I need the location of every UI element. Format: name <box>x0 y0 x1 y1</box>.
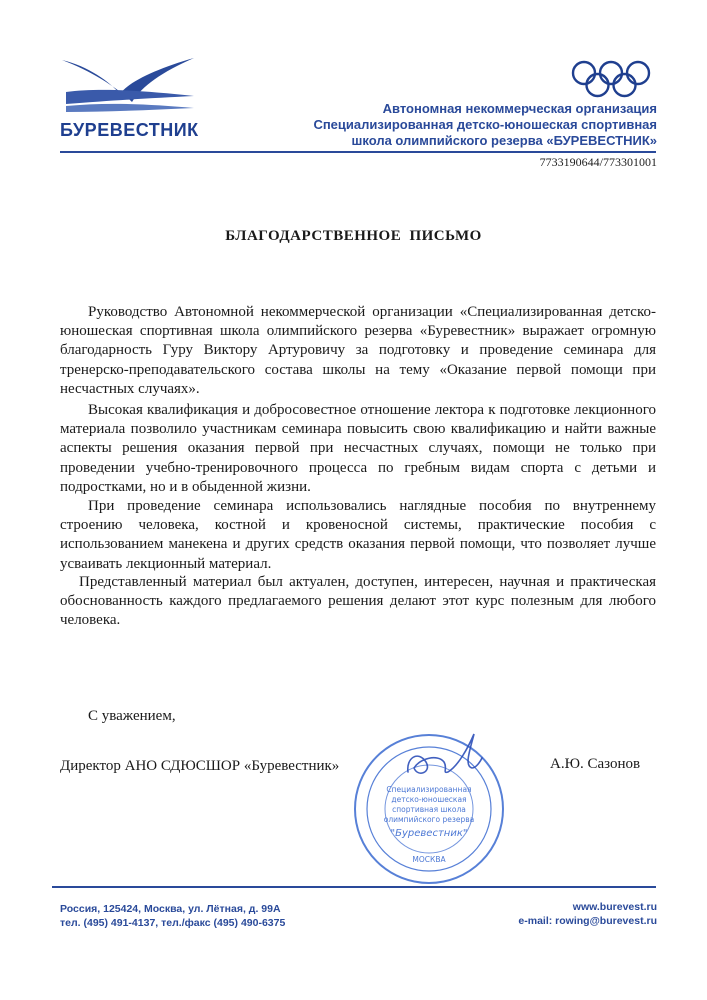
letter-paragraph-3: При проведение семинара использовались наглядные пособия по внутреннему строению человека, костной и кровеносной системы, практические пособия с использованием манекена и других средств оказания первой помощи, что позволяет лучше усваивать лекционный материал. <box>60 498 656 572</box>
footer-phones: тел. (495) 491-4137, тел./факс (495) 490-6375 <box>60 917 286 929</box>
header-divider <box>60 151 656 153</box>
footer-website-link[interactable]: www.burevest.ru <box>572 901 657 913</box>
footer-email-link[interactable]: e-mail: rowing@burevest.ru <box>518 915 657 927</box>
signatory-title: Директор АНО СДЮСШОР «Буревестник» <box>60 758 340 774</box>
handwritten-signature <box>408 734 482 773</box>
burevestnik-bird-logo <box>58 52 198 112</box>
letter-paragraph-2: Высокая квалификация и добросовестное отношение лектора к подготовке лекционного материала позволило участникам семинара повысить свою квалификацию и найти важные аспекты решения оказания первой при несчастных случаях, помощи не только при проведении учебно-тренировочного процесса по гребным видам спорта с детьми и подростками, но и в обыденной жизни. <box>60 402 656 495</box>
inn-kpp-number: 7733190644/773301001 <box>539 155 657 169</box>
stamp-text-2: детско-юношеская <box>391 795 467 804</box>
stamp-text-5: "Буревестник" <box>390 828 468 839</box>
footer-address: Россия, 125424, Москва, ул. Лётная, д. 99А <box>60 903 281 915</box>
closing-regards: С уважением, <box>88 708 176 724</box>
org-name-line-3: школа олимпийского резерва «БУРЕВЕСТНИК» <box>351 133 657 148</box>
letter-paragraph-4: Представленный материал был актуален, доступен, интересен, научная и практическая обоснованность каждого предлагаемого решения делают этот курс полезным для любого человека. <box>60 574 656 629</box>
stamp-text-3: спортивная школа <box>392 805 466 814</box>
footer-divider <box>52 886 656 888</box>
org-name-line-1: Автономная некоммерческая организация <box>382 101 657 116</box>
stamp-text-1: Специализированная <box>386 785 472 794</box>
letter-title: БЛАГОДАРСТВЕННОЕ ПИСЬМО <box>225 228 482 244</box>
org-name-line-2: Специализированная детско-юношеская спортивная <box>313 117 657 132</box>
organization-seal-stamp <box>348 728 510 890</box>
stamp-text-4: олимпийского резерва <box>383 815 475 824</box>
stamp-city: МОСКВА <box>412 855 446 864</box>
olympic-rings-icon <box>570 60 652 100</box>
logo-wordmark: БУРЕВЕСТНИК <box>60 120 199 140</box>
signatory-name: А.Ю. Сазонов <box>550 756 641 772</box>
letter-paragraph-1: Руководство Автономной некоммерческой организации «Специализированная детско-юношеская спортивная школа олимпийского резерва «Буревестник» выражает огромную благодарность Гуру Виктору Артуровичу за подготовку и проведение семинара для тренерско-преподавательского состава школы на тему «Оказание первой помощи при несчастных случаях». <box>60 304 656 397</box>
